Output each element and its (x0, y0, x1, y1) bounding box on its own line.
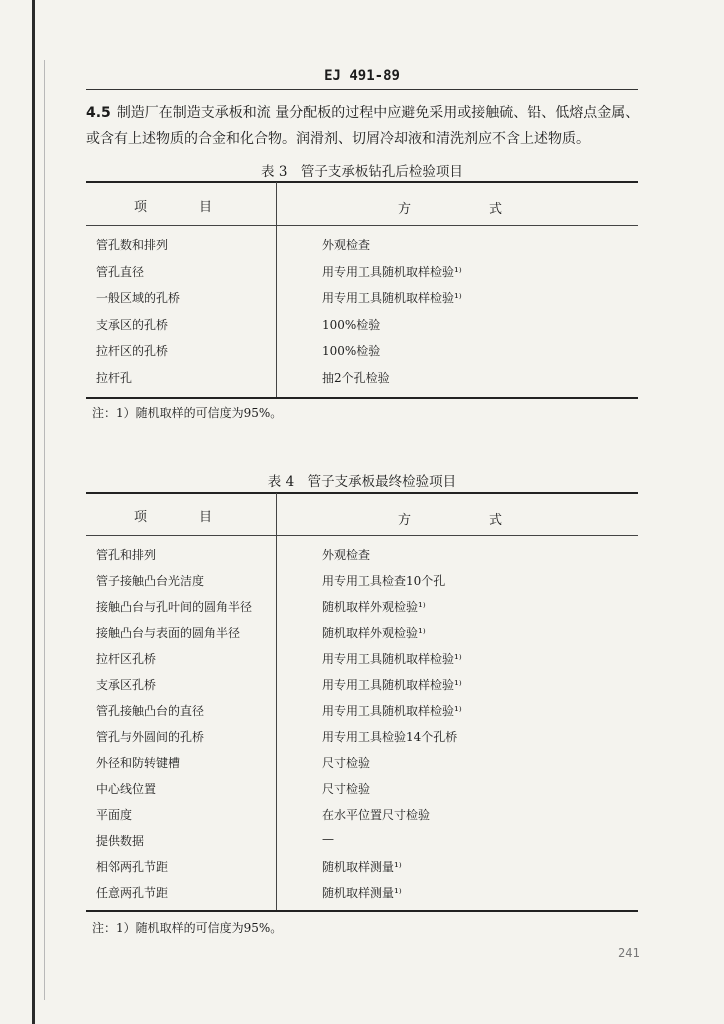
table4-caption: 表 4 管子支承板最终检验项目 (267, 474, 457, 490)
table-cell-method: 用专用工具随机取样检验¹⁾ (322, 652, 462, 666)
table4-top-rule (86, 492, 638, 494)
table3-header-method: 方 式 (398, 202, 503, 217)
header-rule (86, 89, 638, 90)
table-cell-method: 用专用工具随机取样检验¹⁾ (322, 704, 462, 718)
table-cell-method: 在水平位置尺寸检验 (322, 808, 431, 822)
table-cell-method: 用专用工具随机取样检验¹⁾ (322, 264, 462, 279)
table3-note: 注：1）随机取样的可信度为95%。 (92, 406, 283, 420)
table4-header-rule (86, 535, 638, 536)
table-cell-method: 抽2个孔检验 (322, 370, 390, 385)
table-cell-item: 管孔与外圆间的孔桥 (96, 730, 205, 744)
table-cell-method: 随机取样外观检验¹⁾ (322, 626, 426, 640)
table-cell-item: 管孔数和排列 (96, 238, 169, 252)
table-cell-item: 任意两孔节距 (96, 886, 169, 900)
table3-top-rule (86, 181, 638, 183)
table-cell-item: 管子接触凸台光洁度 (96, 574, 205, 588)
table-cell-item: 接触凸台与表面的圆角半径 (96, 626, 241, 640)
table-cell-item: 管孔和排列 (96, 548, 157, 562)
table-cell-item: 管孔直径 (96, 264, 145, 279)
table-cell-item: 支承区的孔桥 (96, 317, 169, 332)
table-cell-method: 外观检查 (322, 238, 371, 252)
section-text: 制造厂在制造支承板和流 量分配板的过程中应避免采用或接触硫、铅、低熔点金属、或含有上述物质的合金和化合物。润滑剂、切屑冷却液和清洗剂应不含上述物质。 (86, 105, 640, 147)
table-cell-item: 中心线位置 (96, 782, 157, 796)
page-binding-shadow (44, 60, 45, 1000)
table3-caption: 表 3 管子支承板钻孔后检验项目 (261, 164, 463, 180)
table-cell-method: 随机取样测量¹⁾ (322, 886, 402, 900)
table-cell-method: 外观检查 (322, 548, 371, 562)
table4-column-divider (276, 493, 277, 911)
table3-header-item: 项 目 (134, 200, 213, 215)
table-cell-method: 用专用工具随机取样检验¹⁾ (322, 291, 462, 305)
table-cell-method: 用专用工具随机取样检验¹⁾ (322, 678, 462, 692)
table-cell-item: 拉杆区的孔桥 (96, 344, 169, 358)
table4-note: 注：1）随机取样的可信度为95%。 (92, 921, 283, 935)
page-number: 241 (618, 946, 640, 960)
table-cell-method: 随机取样外观检验¹⁾ (322, 600, 426, 614)
table-cell-item: 拉杆区孔桥 (96, 652, 157, 666)
table-cell-method: 100%检验 (322, 344, 381, 358)
table-cell-item: 平面度 (96, 808, 133, 822)
document-header: EJ 491-89 (324, 68, 400, 84)
table-cell-method: 尺寸检验 (322, 782, 371, 796)
table-cell-method: 用专用工具检查10个孔 (322, 574, 446, 588)
table-cell-item: 拉杆孔 (96, 370, 133, 385)
table-cell-item: 一般区域的孔桥 (96, 291, 181, 305)
section-number: 4.5 (86, 105, 111, 121)
table4-header-item: 项 目 (134, 510, 213, 525)
table-cell-item: 支承区孔桥 (96, 678, 157, 692)
table-cell-method: 用专用工具检验14个孔桥 (322, 730, 458, 744)
table3-column-divider (276, 182, 277, 398)
table-cell-item: 提供数据 (96, 834, 145, 848)
table-cell-item: 外径和防转键槽 (96, 756, 181, 770)
section-4-5-paragraph (86, 100, 646, 152)
table-cell-item: 接触凸台与孔叶间的圆角半径 (96, 600, 253, 614)
page-binding-edge (32, 0, 35, 1024)
table4-bottom-rule (86, 910, 638, 912)
table-cell-item: 相邻两孔节距 (96, 860, 169, 874)
table4-header-method: 方 式 (398, 513, 503, 528)
table-cell-method: 随机取样测量¹⁾ (322, 860, 402, 874)
table-cell-item: 管孔接触凸台的直径 (96, 704, 205, 718)
table-cell-method: 100%检验 (322, 317, 381, 332)
table-cell-method: 尺寸检验 (322, 756, 371, 770)
table-cell-method: — (322, 832, 334, 846)
table3-header-rule (86, 225, 638, 226)
table3-bottom-rule (86, 397, 638, 399)
